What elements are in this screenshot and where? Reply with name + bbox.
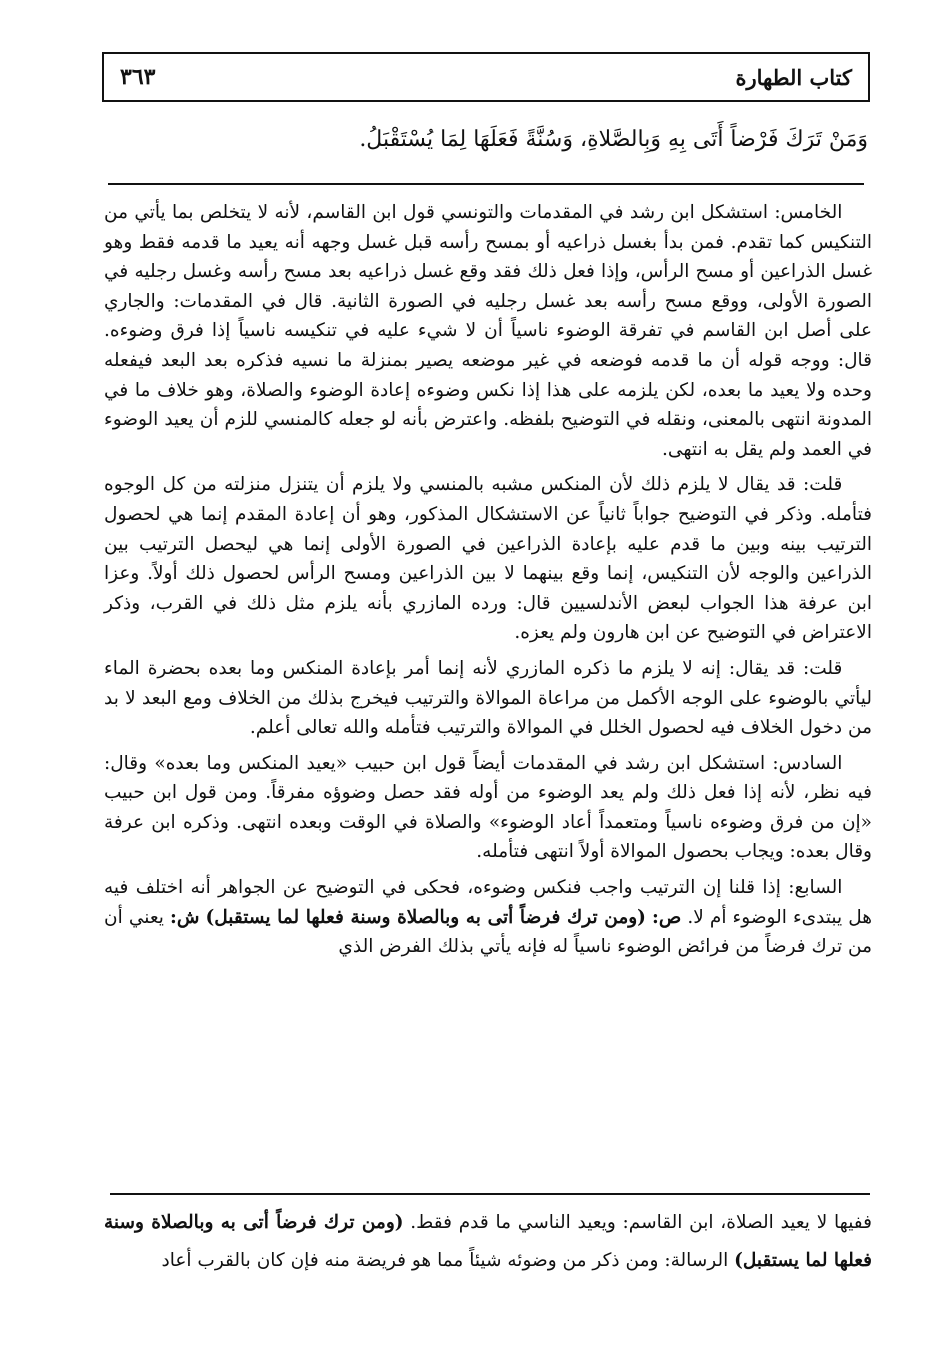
paragraph-qultu-1: قلت: قد يقال لا يلزم ذلك لأن المنكس مشبه بالمنسي ولا يلزم أن يتنزل منزلته من كل الوجوه فتأمله. وذكر في التوضيح جواباً ثانياً عن الاستشكال المذكور، وهو أن إعادة المقدم إنما هي لحصول الترتيب بينه وبين ما قدم عليه بإعادة الذراعين في الصورة الأولى إنما هي ليحصل الترتيب بين الذراعين والوجه لأن التنكيس، إنما وقع بينهما لا بين الذراعين ومسح الرأس لحصول ذلك أولاً. وعزا ابن عرفة هذا الجواب لبعض الأندلسيين قال: ورده المازري بأنه يلزم مثل ذلك في القرب، وذكر الاعتراض في التوضيح عن ابن هارون ولم يعزه. [104, 474, 872, 644]
footnote-quote: (ومن ترك فرضاً أتى به وبالصلاة وسنة فعلها لما يستقبل) [104, 1212, 872, 1271]
seventh-tail: يعني أن من ترك فرضاً من فرائض الوضوء ناسياً له فإنه يأتي بذلك الفرض الذي [104, 906, 872, 958]
footnote-text-1: ففيها لا يعيد الصلاة، ابن القاسم: ويعيد الناسي ما قدم فقط. [403, 1212, 872, 1233]
sad-label: ص: [652, 906, 682, 928]
paragraph-sixth: السادس: استشكل ابن رشد في المقدمات أيضاً قول ابن حبيب «يعيد المنكس وما بعده» وقال: فيه نظر، لأنه إذا فعل ذلك ولم يعد الوضوء من أوله فقد حصل وضوؤه مفرقاً. ومن قول ابن حبيب «إن من فرق وضوءه ناسياً ومتعمداً أعاد الوضوء» والصلاة في الوقت وبعده انتهى. وذكره ابن عرفة وقال بعده: ويجاب بحصول الموالاة أولاً انتهى فتأمله. [104, 752, 872, 863]
seventh-text: السابع: إذا قلنا إن الترتيب واجب فنكس وضوءه، فحكى في التوضيح عن الجواهر أنه اختلف فيه هل يبتدىء الوضوء أم لا. [104, 877, 873, 928]
footnote-text-2: الرسالة: ومن ذكر من وضوئه شيئاً مما هو فريضة منه فإن كان بالقرب أعاد [161, 1250, 735, 1271]
matn-quote: (ومن ترك فرضاً أتى به وبالصلاة وسنة فعلها لما يستقبل) [205, 906, 646, 928]
footnote-paragraph [104, 1204, 872, 1280]
page-number: ٣٦٣ [120, 64, 156, 90]
commentary-body [104, 198, 872, 968]
running-header [102, 52, 870, 102]
top-divider [108, 183, 864, 185]
footnote-divider [110, 1193, 870, 1195]
shin-label: ش: [170, 906, 200, 928]
matn-verse: وَمَنْ تَرَكَ فَرْضاً أَتَى بِهِ وَبِالصَّلاةِ، وَسُنَّةً فَعَلَهَا لِمَا يُسْتَقْبَلُ. [359, 127, 868, 152]
chapter-title: كتاب الطهارة [735, 64, 852, 90]
paragraph-seventh [104, 873, 872, 962]
footnote-body [104, 1204, 872, 1280]
paragraph-fifth: الخامس: استشكل ابن رشد في المقدمات والتونسي قول ابن القاسم، لأنه لا يتخلص بما يأتي من التنكيس كما تقدم. فمن بدأ بغسل ذراعيه أو بمسح رأسه قبل غسل وجهه أنه يعيد ما قدمه فقط وهو غسل الذراعين أو مسح الرأس، وإذا فعل ذلك فقد وقع غسل ذراعيه بعد مسح رأسه وغسل رجليه في الصورة الأولى، ووقع مسح رأسه بعد غسل رجليه في الصورة الثانية. قال في المقدمات: والجاري على أصل ابن القاسم في تفرقة الوضوء ناسياً أن لا شيء عليه في تنكيسه ناسياً إذا فرق وضوءه. قال: ووجه قوله أن ما قدمه فوضعه في غير موضعه يصير بمنزلة ما نسيه فذكره بعد البعد فيفعله وحده ولا يعيد ما بعده، لكن يلزمه على هذا إذا نكس وضوءه إعادة الوضوء والصلاة، وهو خلاف ما في المدونة انتهى بالمعنى، ونقله في التوضيح بلفظه. واعترض بأنه لو جعله كالمنسي للزم أن يعيد الوضوء في العمد ولم يقل به انتهى. [104, 202, 872, 460]
paragraph-qultu-2: قلت: قد يقال: إنه لا يلزم ما ذكره المازري لأنه إنما أمر بإعادة المنكس وما بعده بحضرة الماء ليأتي بالوضوء على الوجه الأكمل من مراعاة الموالاة والترتيب فيخرج بذلك من الخلاف ومع البعد لا بد من دخول الخلاف فيه لحصول الخلل في الموالاة والترتيب فتأمله والله تعالى أعلم. [104, 657, 872, 739]
